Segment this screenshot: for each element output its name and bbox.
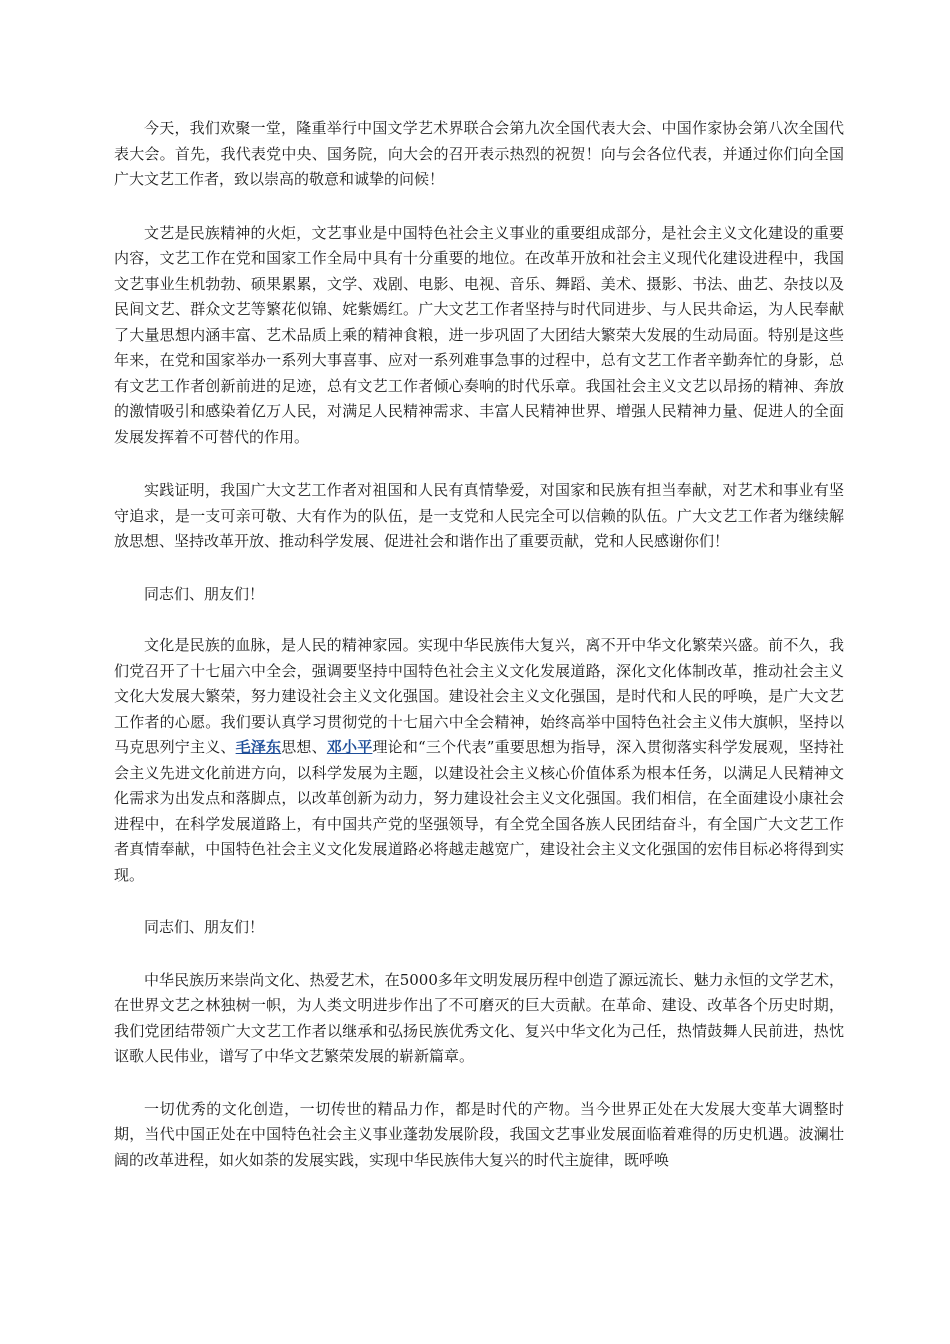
paragraph-cultural-creation: 一切优秀的文化创造，一切传世的精品力作，都是时代的产物。当今世界正处在大发展大变革大调整时期，当代中国正处在中国特色社会主义事业蓬勃发展阶段，我国文艺事业发展面临着难得的历史机遇。波澜壮阔的改革进程，如火如荼的发展实践，实现中华民族伟大复兴的时代主旋律，既呼唤 <box>114 1099 844 1169</box>
link-deng-xiaoping[interactable]: 邓小平 <box>326 738 373 756</box>
paragraph-culture-part2: 思想、 <box>281 738 327 756</box>
paragraph-practice-proves: 实践证明，我国广大文艺工作者对祖国和人民有真情挚爱，对国家和民族有担当奉献，对艺术和事业有坚守追求，是一支可亲可敬、大有作为的队伍，是一支党和人民完全可以信赖的队伍。广大文艺工作者为继续解放思想、坚持改革开放、推动科学发展、促进社会和谐作出了重要贡献，党和人民感谢你们！ <box>114 481 844 550</box>
paragraph-salutation-2: 同志们、朋友们！ <box>144 918 265 936</box>
paragraph-culture-part3: 理论和“三个代表”重要思想为指导，深入贯彻落实科学发展观，坚持社会主义先进文化前进方向，以科学发展为主题，以建设社会主义核心价值体系为根本任务，以满足人民精神文化需求为出发点和落脚点，以改革创新为动力，努力建设社会主义文化强国。我们相信，在全面建设小康社会进程中，在科学发展道路上，有中国共产党的坚强领导，有全党全国各族人民团结奋斗，有全国广大文艺工作者真情奉献，中国特色社会主义文化发展道路必将越走越宽广，建设社会主义文化强国的宏伟目标必将得到实现。 <box>114 738 844 884</box>
paragraph-chinese-nation: 中华民族历来崇尚文化、热爱艺术，在5000多年文明发展历程中创造了源远流长、魅力永恒的文学艺术，在世界文艺之林独树一帜，为人类文明进步作出了不可磨灭的巨大贡献。在革命、建设、改革各个历史时期，我们党团结带领广大文艺工作者以继承和弘扬民族优秀文化、复兴中华文化为己任，热情鼓舞人民前进，热忱讴歌人民伟业，谱写了中华文艺繁荣发展的崭新篇章。 <box>114 970 844 1065</box>
paragraph-culture-part1: 文化是民族的血脉，是人民的精神家园。实现中华民族伟大复兴，离不开中华文化繁荣兴盛。前不久，我们党召开了十七届六中全会，强调要坚持中国特色社会主义文化发展道路，深化文化体制改革，推动社会主义文化大发展大繁荣，努力建设社会主义文化强国。建设社会主义文化强国，是时代和人民的呼唤，是广大文艺工作者的心愿。我们要认真学习贯彻党的十七届六中全会精神，始终高举中国特色社会主义伟大旗帜，坚持以马克思列宁主义、 <box>114 636 844 756</box>
paragraph-culture <box>114 633 844 888</box>
document-body <box>114 116 844 1197</box>
paragraph-salutation: 同志们、朋友们！ <box>144 584 265 603</box>
link-mao-zedong[interactable]: 毛泽东 <box>235 738 282 756</box>
paragraph-literature-art: 文艺是民族精神的火炬，文艺事业是中国特色社会主义事业的重要组成部分，是社会主义文化建设的重要内容，文艺工作在党和国家工作全局中具有十分重要的地位。在改革开放和社会主义现代化建设进程中，我国文艺事业生机勃勃、硕果累累，文学、戏剧、电影、电视、音乐、舞蹈、美术、摄影、书法、曲艺、杂技以及民间文艺、群众文艺等繁花似锦、姹紫嫣红。广大文艺工作者坚持与时代同进步、与人民共命运，为人民奉献了大量思想内涵丰富、艺术品质上乘的精神食粮，进一步巩固了大团结大繁荣大发展的生动局面。特别是这些年来，在党和国家举办一系列大事喜事、应对一系列难事急事的过程中，总有文艺工作者辛勤奔忙的身影，总有文艺工作者创新前进的足迹，总有文艺工作者倾心奏响的时代乐章。我国社会主义文艺以昂扬的精神、奔放的激情吸引和感染着亿万人民，对满足人民精神需求、丰富人民精神世界、增强人民精神力量、促进人的全面发展发挥着不可替代的作用。 <box>114 223 844 446</box>
paragraph-opening: 今天，我们欢聚一堂，隆重举行中国文学艺术界联合会第九次全国代表大会、中国作家协会第八次全国代表大会。首先，我代表党中央、国务院，向大会的召开表示热烈的祝贺！向与会各位代表，并通过你们向全国广大文艺工作者，致以崇高的敬意和诚挚的问候！ <box>114 119 844 188</box>
